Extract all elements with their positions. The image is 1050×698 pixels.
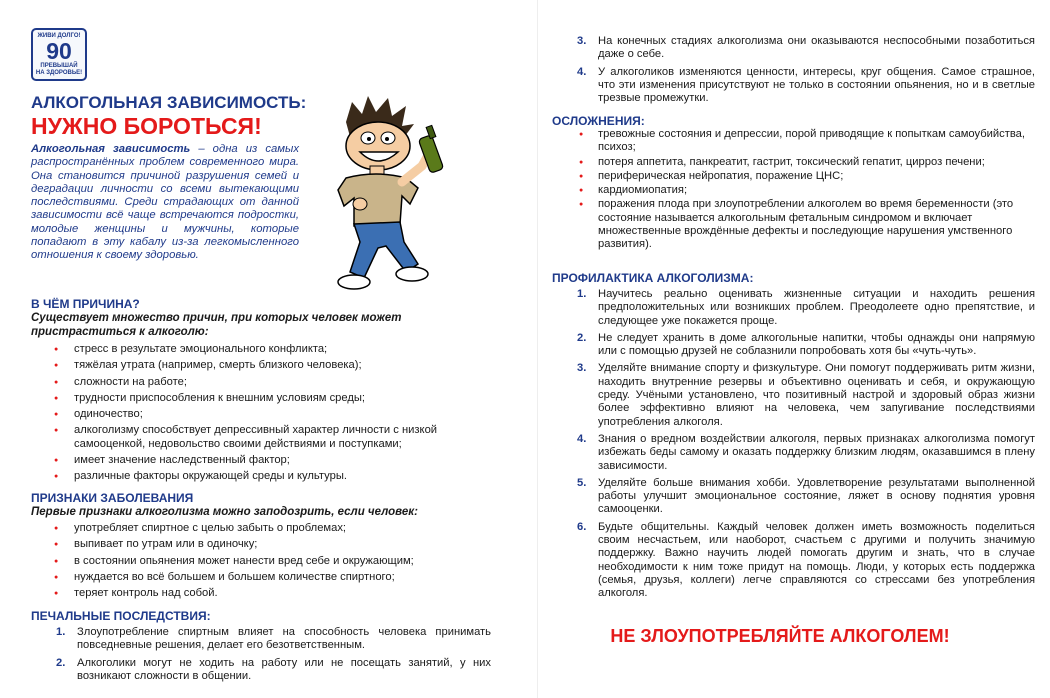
complications-section — [552, 114, 1035, 253]
list-item: ● сложности на работе; — [31, 376, 501, 389]
list-item: ● периферическая нейропатия, поражение ЦНС; — [552, 170, 1035, 183]
list-item: 3. На конечных стадиях алкоголизма они оказываются неспособными позаботиться даже о себе. — [577, 35, 1035, 61]
logo-top-text: ЖИВИ ДОЛГО! — [37, 33, 81, 39]
causes-section — [31, 297, 501, 487]
consequences-section — [31, 609, 491, 687]
page-subtitle: НУЖНО БОРОТЬСЯ! — [31, 113, 262, 139]
intro-lead: Алкогольная зависимость — [31, 143, 191, 155]
signs-section — [31, 491, 501, 603]
prevention-heading: ПРОФИЛАКТИКА АЛКОГОЛИЗМА: — [552, 271, 754, 285]
list-item: ● стресс в результате эмоционального конфликта; — [31, 343, 501, 356]
list-item: ● выпивает по утрам или в одиночку; — [31, 538, 501, 551]
list-item: 1. Научитесь реально оценивать жизненные ситуации и находить решения предположительных или возникших проблем. Преодолеете одно препятствие, и следующее уже покажется проще. — [577, 288, 1035, 327]
list-item: ● в состоянии опьянения может нанести вред себе и окружающим; — [31, 555, 501, 568]
prevention-list — [552, 288, 1035, 601]
list-item: ● кардиомиопатия; — [552, 184, 1035, 197]
list-item: ● тяжёлая утрата (например, смерть близкого человека); — [31, 359, 501, 372]
closing-slogan: НЕ ЗЛОУПОТРЕБЛЯЙТЕ АЛКОГОЛЕМ! — [610, 626, 950, 646]
intro-paragraph — [31, 143, 299, 263]
right-panel — [525, 0, 1050, 698]
intro-text: – одна из самых распространённых проблем современного мира. Она становится причиной разрушения семей и деградации личности со всеми вытекающими последствиями. Среди страдающих от данной зависимости всё чаще встречаются подростки, молодые женщины и мужчины, которые попадают в эту кабалу из-за легкомысленного отношения к своему здоровью. — [31, 143, 299, 262]
signs-subheading: Первые признаки алкоголизма можно заподозрить, если человек: — [31, 506, 418, 518]
causes-heading: В ЧЁМ ПРИЧИНА? — [31, 297, 140, 311]
signs-heading: ПРИЗНАКИ ЗАБОЛЕВАНИЯ — [31, 491, 194, 505]
list-item: ● теряет контроль над собой. — [31, 587, 501, 600]
consequences-list-left — [31, 626, 491, 683]
list-item: ● поражения плода при злоупотреблении алкоголем во время беременности (это состояние называется алкогольным фетальным синдромом и включает множественные врождённые дефекты и последующие нарушения умственного развития). — [552, 198, 1035, 251]
prevention-section — [552, 271, 1035, 605]
consequences-continued — [552, 35, 1035, 109]
page-title: АЛКОГОЛЬНАЯ ЗАВИСИМОСТЬ: — [31, 93, 307, 112]
list-item: ● различные факторы окружающей среды и культуры. — [31, 470, 501, 483]
complications-list — [552, 128, 1035, 252]
logo-bottom-text: ПРЕВЫШАЙ НА ЗДОРОВЬЕ! — [35, 63, 83, 76]
list-item: ● потеря аппетита, панкреатит, гастрит, токсический гепатит, цирроз печени; — [552, 156, 1035, 169]
causes-list — [31, 343, 501, 484]
list-item: 4. У алкоголиков изменяются ценности, интересы, круг общения. Самое страшное, что эти изменения присутствуют не только в состоянии опьянения, но и в светлые трезвые промежутки. — [577, 65, 1035, 105]
signs-list — [31, 522, 501, 600]
list-item: 2. Не следует хранить в доме алкогольные напитки, чтобы однажды они напрямую или с помощью друзей не соблазнили попробовать хотя бы «чуть-чуть». — [577, 331, 1035, 358]
list-item: 4. Знания о вредном воздействии алкоголя, первых признаках алкоголизма помогут избежать беды самому и оказать поддержку близким людям, оказавшимся в плену зависимости. — [577, 432, 1035, 472]
consequences-list-right — [552, 35, 1035, 105]
list-item: ● трудности приспособления к внешним условиям среды; — [31, 392, 501, 405]
causes-subheading: Существует множество причин, при которых человек может пристраститься к алкоголю: — [31, 312, 402, 338]
list-item: ● одиночество; — [31, 408, 501, 421]
list-item: 3. Уделяйте внимание спорту и физкультуре. Они помогут поддерживать ритм жизни, находить внутренние резервы и объективно оценивать и себя, и окружающую среду. Учёными установлено, что позитивный настрой и здоровый образ жизни более эффективно влияют на человека, чем запугивание последствиями употребления алкоголя. — [577, 362, 1035, 428]
list-item: 2. Алкоголики могут не ходить на работу или не посещать занятий, у них возникают сложности в общении. — [56, 656, 491, 682]
drunk-man-illustration — [302, 92, 464, 298]
list-item: 5. Уделяйте больше внимания хобби. Удовлетворение результатами выполненной работы улучшит эмоциональное состояние, ляжет в основу поднятия уровня самооценки. — [577, 476, 1035, 516]
consequences-heading: ПЕЧАЛЬНЫЕ ПОСЛЕДСТВИЯ: — [31, 609, 211, 623]
list-item: ● алкоголизму способствует депрессивный характер личности с низкой самооценкой, недовольство своими действиями и поступками; — [31, 424, 501, 451]
list-item: 1. Злоупотребление спиртным влияет на способность человека принимать повседневные решения, делает его безответственным. — [56, 626, 491, 652]
list-item: 6. Будьте общительны. Каждый человек должен иметь возможность поделиться своим несчастьем, или наоборот, счастьем с другими и получить значимую поддержку. Важно научить людей помогать другим и знать, что в случае необходимости к ним тоже придут на помощь. Люди, у которых есть поддержка (семья, друзья, коллеги) легче справляются со стрессами без употребления алкоголя. — [577, 520, 1035, 600]
list-item: ● употребляет спиртное с целью забыть о проблемах; — [31, 522, 501, 535]
list-item: ● нуждается во всё большем и большем количестве спиртного; — [31, 571, 501, 584]
health-logo — [31, 28, 87, 81]
list-item: ● тревожные состояния и депрессии, порой приводящие к попыткам самоубийства, психоз; — [552, 128, 1035, 155]
list-item: ● имеет значение наследственный фактор; — [31, 454, 501, 467]
complications-heading: ОСЛОЖНЕНИЯ: — [552, 114, 645, 128]
logo-number: 90 — [46, 38, 72, 64]
